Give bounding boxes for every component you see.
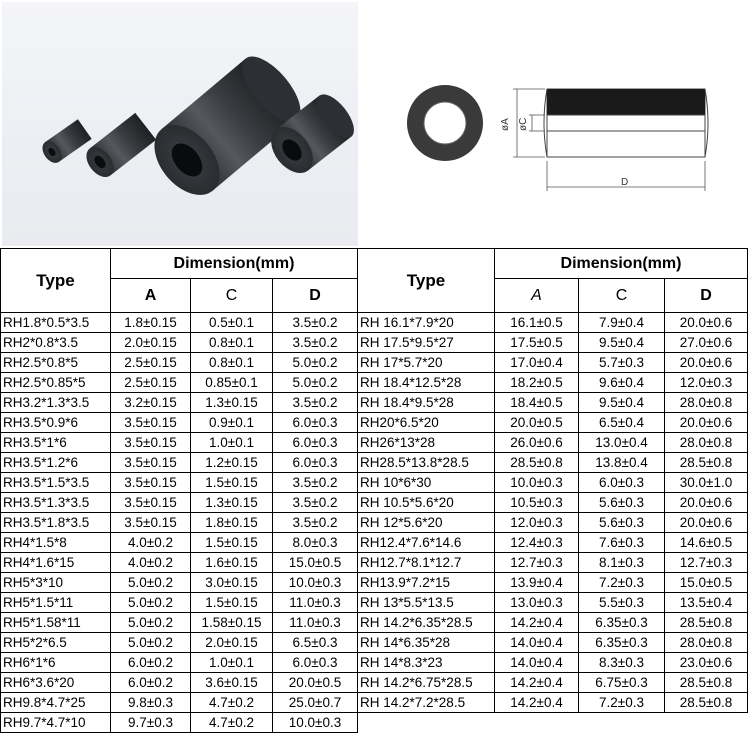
dimension-cell: 3.5±0.2 (273, 333, 358, 353)
dimension-table (0, 248, 748, 733)
dimension-cell: 6.0±0.2 (111, 653, 191, 673)
type-cell: RH6*3.6*20 (1, 673, 111, 693)
table-row (1, 413, 748, 433)
dimension-cell: 28.0±0.8 (665, 633, 748, 653)
dimension-cell: 20.0±0.5 (495, 413, 579, 433)
type-cell: RH3.5*1.3*3.5 (1, 493, 111, 513)
dimension-cell: 10.0±0.3 (273, 573, 358, 593)
dimension-cell: 5.6±0.3 (579, 513, 665, 533)
type-cell: RH26*13*28 (358, 433, 495, 453)
dimension-cell: 3.6±0.15 (191, 673, 273, 693)
dimension-cell: 13.9±0.4 (495, 573, 579, 593)
table-row (1, 533, 748, 553)
table-row (1, 473, 748, 493)
type-cell: RH2*0.8*3.5 (1, 333, 111, 353)
dimension-cell: 15.0±0.5 (665, 573, 748, 593)
dimension-cell: 18.2±0.5 (495, 373, 579, 393)
table-row (1, 593, 748, 613)
type-cell: RH 14.2*6.75*28.5 (358, 673, 495, 693)
dimension-cell: 3.5±0.15 (111, 433, 191, 453)
ferrite-bead-photo (2, 2, 358, 246)
dimension-cell: 6.35±0.3 (579, 613, 665, 633)
type-cell: RH 14.2*7.2*28.5 (358, 693, 495, 713)
type-cell: RH 17.5*9.5*27 (358, 333, 495, 353)
dimension-cell: 8.1±0.3 (579, 553, 665, 573)
dimension-cell: 3.5±0.15 (111, 513, 191, 533)
dimension-cell: 7.2±0.3 (579, 693, 665, 713)
type-cell: RH3.5*1*6 (1, 433, 111, 453)
dimension-cell: 16.1±0.5 (495, 313, 579, 333)
dimension-cell: 11.0±0.3 (273, 613, 358, 633)
dimension-cell: 13.5±0.4 (665, 593, 748, 613)
col-c-header-left: C (191, 279, 273, 313)
ferrite-bead-image (2, 2, 358, 246)
table-row (1, 393, 748, 413)
dimension-cell: 3.5±0.2 (273, 493, 358, 513)
dimension-cell: 10.0±0.3 (273, 713, 358, 733)
dimension-cell: 28.0±0.8 (665, 393, 748, 413)
type-cell: RH5*1.5*11 (1, 593, 111, 613)
type-cell: RH 18.4*12.5*28 (358, 373, 495, 393)
dimension-cell: 0.8±0.1 (191, 353, 273, 373)
type-cell: RH1.8*0.5*3.5 (1, 313, 111, 333)
dimension-cell: 18.4±0.5 (495, 393, 579, 413)
dimension-cell: 9.8±0.3 (111, 693, 191, 713)
dimension-cell: 1.8±0.15 (111, 313, 191, 333)
dimension-cell: 26.0±0.6 (495, 433, 579, 453)
dimension-cell: 6.0±0.3 (273, 413, 358, 433)
type-cell: RH 17*5.7*20 (358, 353, 495, 373)
dimension-cell: 3.5±0.2 (273, 513, 358, 533)
table-row (1, 373, 748, 393)
dimension-cell: 12.4±0.3 (495, 533, 579, 553)
dimension-cell: 11.0±0.3 (273, 593, 358, 613)
type-cell: RH12.4*7.6*14.6 (358, 533, 495, 553)
type-cell: RH5*3*10 (1, 573, 111, 593)
dimension-cell: 12.7±0.3 (665, 553, 748, 573)
dimension-cell: 3.5±0.2 (273, 313, 358, 333)
col-a-header-right: A (495, 279, 579, 313)
dim-c-label: øC (518, 117, 529, 131)
dimension-cell: 1.5±0.15 (191, 473, 273, 493)
table-row (1, 693, 748, 713)
dimension-cell: 14.2±0.4 (495, 613, 579, 633)
dimension-cell: 5.0±0.2 (111, 573, 191, 593)
dimension-cell: 17.5±0.5 (495, 333, 579, 353)
dimension-cell: 5.0±0.2 (273, 373, 358, 393)
dimension-cell: 8.0±0.3 (273, 533, 358, 553)
type-cell: RH 13*5.5*13.5 (358, 593, 495, 613)
table-row (1, 713, 748, 733)
dimension-cell: 5.0±0.2 (111, 593, 191, 613)
dimension-cell: 8.3±0.3 (579, 653, 665, 673)
type-cell: RH12.7*8.1*12.7 (358, 553, 495, 573)
dimension-cell: 2.0±0.15 (191, 633, 273, 653)
dimension-cell: 6.35±0.3 (579, 633, 665, 653)
dimension-cell: 9.5±0.4 (579, 333, 665, 353)
dimension-cell: 1.3±0.15 (191, 493, 273, 513)
table-row (1, 573, 748, 593)
dimension-cell: 5.7±0.3 (579, 353, 665, 373)
type-cell: RH2.5*0.8*5 (1, 353, 111, 373)
dimension-cell: 3.0±0.15 (191, 573, 273, 593)
dimension-cell: 12.7±0.3 (495, 553, 579, 573)
type-cell: RH 12*5.6*20 (358, 513, 495, 533)
dimension-cell: 14.2±0.4 (495, 673, 579, 693)
dimension-cell: 1.0±0.1 (191, 653, 273, 673)
type-cell: RH 14*6.35*28 (358, 633, 495, 653)
dimension-cell: 5.6±0.3 (579, 493, 665, 513)
type-cell: RH5*2*6.5 (1, 633, 111, 653)
dimension-cell: 27.0±0.6 (665, 333, 748, 353)
dimension-cell: 28.5±0.8 (665, 673, 748, 693)
type-cell: RH3.5*1.8*3.5 (1, 513, 111, 533)
type-cell: RH9.7*4.7*10 (1, 713, 111, 733)
dimension-cell: 13.0±0.4 (579, 433, 665, 453)
dimension-cell: 20.0±0.5 (273, 673, 358, 693)
dimension-cell: 30.0±1.0 (665, 473, 748, 493)
dimension-cell: 1.5±0.15 (191, 533, 273, 553)
type-cell: RH6*1*6 (1, 653, 111, 673)
dimension-cell: 6.0±0.2 (111, 673, 191, 693)
dimension-cell: 14.0±0.4 (495, 653, 579, 673)
empty-cell (358, 713, 748, 733)
dimension-cell: 1.6±0.15 (191, 553, 273, 573)
table-row (1, 673, 748, 693)
dimension-cell: 3.5±0.15 (111, 493, 191, 513)
dimension-cell: 14.6±0.5 (665, 533, 748, 553)
dimension-cell: 5.5±0.3 (579, 593, 665, 613)
dimension-cell: 3.5±0.15 (111, 413, 191, 433)
type-cell: RH13.9*7.2*15 (358, 573, 495, 593)
dimension-cell: 2.5±0.15 (111, 353, 191, 373)
dimension-cell: 4.7±0.2 (191, 693, 273, 713)
dimension-header-left: Dimension(mm) (111, 249, 358, 279)
dimension-cell: 28.5±0.8 (495, 453, 579, 473)
dimension-cell: 6.0±0.3 (273, 453, 358, 473)
dimension-cell: 5.0±0.2 (273, 353, 358, 373)
dimension-cell: 2.0±0.15 (111, 333, 191, 353)
dim-a-label: øA (500, 118, 511, 131)
dimension-cell: 20.0±0.6 (665, 353, 748, 373)
dimension-drawing (395, 75, 725, 205)
type-cell: RH 10.5*5.6*20 (358, 493, 495, 513)
type-cell: RH28.5*13.8*28.5 (358, 453, 495, 473)
dimension-cell: 10.5±0.3 (495, 493, 579, 513)
dimension-cell: 0.5±0.1 (191, 313, 273, 333)
type-header-right: Type (358, 249, 495, 313)
type-cell: RH3.2*1.3*3.5 (1, 393, 111, 413)
type-cell: RH5*1.58*11 (1, 613, 111, 633)
dimension-cell: 13.0±0.3 (495, 593, 579, 613)
dimension-cell: 1.5±0.15 (191, 593, 273, 613)
dimension-cell: 6.0±0.3 (273, 433, 358, 453)
table-row (1, 613, 748, 633)
dim-d-label: D (621, 177, 629, 188)
dimension-cell: 13.8±0.4 (579, 453, 665, 473)
table-row (1, 453, 748, 473)
dimension-cell: 20.0±0.6 (665, 513, 748, 533)
table-row (1, 493, 748, 513)
dimension-cell: 1.2±0.15 (191, 453, 273, 473)
type-cell: RH2.5*0.85*5 (1, 373, 111, 393)
dimension-cell: 4.0±0.2 (111, 533, 191, 553)
type-cell: RH4*1.6*15 (1, 553, 111, 573)
type-cell: RH3.5*1.2*6 (1, 453, 111, 473)
dimension-cell: 9.7±0.3 (111, 713, 191, 733)
dimension-cell: 10.0±0.3 (495, 473, 579, 493)
dimension-cell: 6.5±0.3 (273, 633, 358, 653)
type-cell: RH 16.1*7.9*20 (358, 313, 495, 333)
dimension-cell: 20.0±0.6 (665, 493, 748, 513)
dimension-cell: 5.0±0.2 (111, 613, 191, 633)
table-row (1, 553, 748, 573)
table-row (1, 653, 748, 673)
dimension-cell: 2.5±0.15 (111, 373, 191, 393)
table-body (1, 313, 748, 733)
dimension-cell: 6.0±0.3 (273, 653, 358, 673)
dimension-cell: 5.0±0.2 (111, 633, 191, 653)
dimension-cell: 28.5±0.8 (665, 453, 748, 473)
table-row (1, 633, 748, 653)
dimension-cell: 14.0±0.4 (495, 633, 579, 653)
type-cell: RH 18.4*9.5*28 (358, 393, 495, 413)
type-cell: RH 14.2*6.35*28.5 (358, 613, 495, 633)
dimension-cell: 0.8±0.1 (191, 333, 273, 353)
col-c-header-right: C (579, 279, 665, 313)
dimension-cell: 20.0±0.6 (665, 413, 748, 433)
dimension-cell: 12.0±0.3 (665, 373, 748, 393)
dimension-cell: 3.5±0.15 (111, 453, 191, 473)
dimension-cell: 7.9±0.4 (579, 313, 665, 333)
dimension-cell: 28.0±0.8 (665, 433, 748, 453)
dimension-cell: 1.3±0.15 (191, 393, 273, 413)
dimension-cell: 6.5±0.4 (579, 413, 665, 433)
type-cell: RH 10*6*30 (358, 473, 495, 493)
dimension-cell: 1.8±0.15 (191, 513, 273, 533)
dimension-cell: 1.58±0.15 (191, 613, 273, 633)
dimension-cell: 6.75±0.3 (579, 673, 665, 693)
dimension-cell: 4.7±0.2 (191, 713, 273, 733)
type-cell: RH4*1.5*8 (1, 533, 111, 553)
dimension-drawing-svg (395, 75, 725, 205)
table-row (1, 313, 748, 333)
dimension-cell: 4.0±0.2 (111, 553, 191, 573)
col-a-header-left: A (111, 279, 191, 313)
type-cell: RH 14*8.3*23 (358, 653, 495, 673)
type-header-left: Type (1, 249, 111, 313)
dimension-cell: 0.85±0.1 (191, 373, 273, 393)
table-row (1, 353, 748, 373)
dimension-cell: 17.0±0.4 (495, 353, 579, 373)
dimension-cell: 6.0±0.3 (579, 473, 665, 493)
dimension-cell: 3.5±0.15 (111, 473, 191, 493)
dimension-cell: 25.0±0.7 (273, 693, 358, 713)
dimension-cell: 3.2±0.15 (111, 393, 191, 413)
dimension-cell: 9.6±0.4 (579, 373, 665, 393)
dimension-cell: 7.2±0.3 (579, 573, 665, 593)
dimension-cell: 23.0±0.6 (665, 653, 748, 673)
dimension-header-right: Dimension(mm) (495, 249, 748, 279)
table-row (1, 513, 748, 533)
dimension-cell: 28.5±0.8 (665, 613, 748, 633)
dimension-cell: 20.0±0.6 (665, 313, 748, 333)
dimension-cell: 28.5±0.8 (665, 693, 748, 713)
col-d-header-left: D (273, 279, 358, 313)
dimension-cell: 7.6±0.3 (579, 533, 665, 553)
dimension-cell: 14.2±0.4 (495, 693, 579, 713)
col-d-header-right: D (665, 279, 748, 313)
side-view (544, 89, 708, 157)
dimension-cell: 0.9±0.1 (191, 413, 273, 433)
type-cell: RH3.5*1.5*3.5 (1, 473, 111, 493)
dimension-cell: 1.0±0.1 (191, 433, 273, 453)
dimension-cell: 9.5±0.4 (579, 393, 665, 413)
type-cell: RH20*6.5*20 (358, 413, 495, 433)
dimension-cell: 12.0±0.3 (495, 513, 579, 533)
dimension-cell: 15.0±0.5 (273, 553, 358, 573)
header-images (0, 0, 750, 248)
table-row (1, 333, 748, 353)
type-cell: RH3.5*0.9*6 (1, 413, 111, 433)
dimension-cell: 3.5±0.2 (273, 473, 358, 493)
dimension-cell: 3.5±0.2 (273, 393, 358, 413)
type-cell: RH9.8*4.7*25 (1, 693, 111, 713)
table-row (1, 433, 748, 453)
